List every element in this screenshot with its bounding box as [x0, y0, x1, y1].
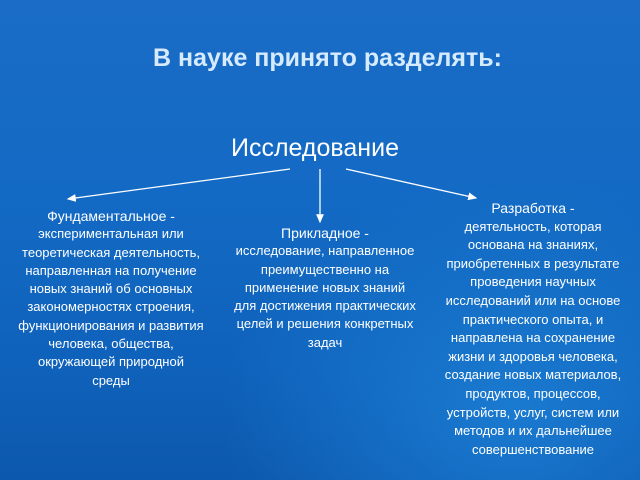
block-line: исследований или на основе — [445, 292, 621, 308]
block-line: продуктов, процессов, — [465, 385, 601, 401]
block-line: целей и решения конкретных — [236, 316, 414, 332]
block-line: проведения научных — [470, 274, 596, 290]
block-line: задач — [307, 334, 343, 350]
block-title: Разработка - — [491, 200, 575, 216]
block-line: устройств, услуг, систем или — [446, 404, 620, 420]
block-line: среды — [92, 372, 130, 388]
block-development — [430, 199, 636, 459]
block-applied — [220, 224, 430, 352]
block-line: человека, общества, — [48, 336, 174, 352]
block-line: исследование, направленное — [235, 243, 415, 259]
block-line: экспериментальная или — [38, 226, 184, 242]
block-fundamental — [0, 207, 222, 390]
block-title: Прикладное - — [281, 225, 369, 241]
block-line: практического опыта, и — [462, 311, 604, 327]
block-line: закономерностях строения, — [27, 299, 195, 315]
block-line: теоретическая деятельность, — [22, 244, 200, 260]
block-line: преимущественно на — [260, 261, 390, 277]
block-line: деятельность, которая — [464, 218, 602, 234]
block-line: направленная на получение — [25, 262, 197, 278]
block-line: функционирования и развития — [18, 317, 204, 333]
block-line: приобретенных в результате — [446, 255, 620, 271]
block-line: окружающей природной — [38, 354, 184, 370]
block-line: создание новых материалов, — [444, 367, 622, 383]
block-line: жизни и здоровья человека, — [448, 348, 618, 364]
block-line: методов и их дальнейшее — [454, 423, 612, 439]
block-line: направлена на сохранение — [450, 330, 616, 346]
heading-research: Исследование — [231, 134, 399, 162]
block-line: совершенствование — [471, 441, 595, 457]
block-line: для достижения практических — [234, 298, 416, 314]
block-line: основана на знаниях, — [467, 237, 599, 253]
block-title: Фундаментальное - — [47, 208, 175, 224]
arrow-left — [68, 169, 290, 199]
slide-title: В науке принято разделять: — [153, 44, 502, 72]
block-line: применение новых знаний — [244, 279, 406, 295]
arrow-right — [346, 169, 476, 198]
block-line: новых знаний об основных — [29, 281, 193, 297]
